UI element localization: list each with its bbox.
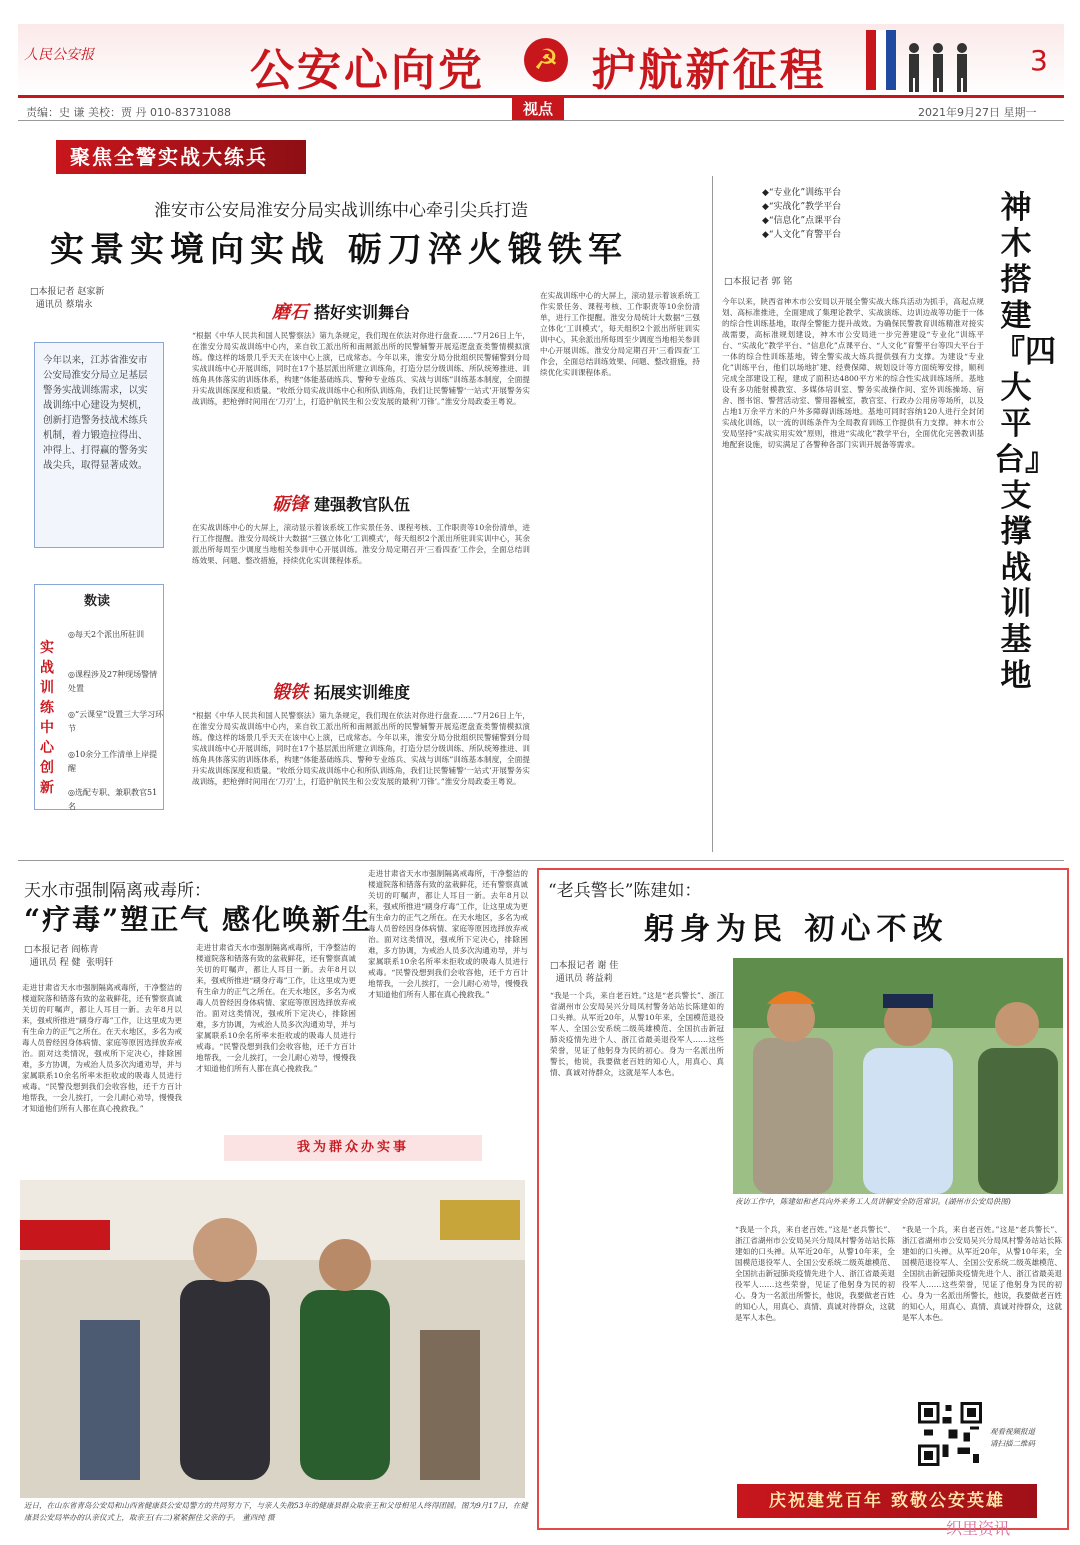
column-divider: [712, 176, 713, 852]
subhead-2: [272, 490, 410, 516]
subhead-1-text: 搭好实训舞台: [314, 303, 411, 322]
number-item: ◎选配专职、兼职教官51名: [68, 788, 158, 811]
article1-kicker: 淮安市公安局淮安分局实战训练中心牵引尖兵打造: [154, 201, 528, 221]
subhead-1: [272, 298, 410, 324]
party-emblem-icon: ☭: [524, 38, 568, 82]
article2-headline: 神木搭建『四大平台』支撑战训基地: [994, 190, 1056, 694]
issue-date: 2021年9月27日 星期一: [918, 106, 1037, 119]
subhead-3-icon: 锻铁: [272, 682, 308, 703]
banner-right: 护航新征程: [591, 45, 827, 96]
article4-body-2: “我是一个兵，来自老百姓。”这是“老兵警长”、浙江省湖州市公安局吴兴分局凤村警务站站长陈建如的口头禅。从军近20年，从警10年来，全国模范退役军人、全国公安系统二级英雄模范、全国抗击新冠肺炎疫情先进个人、浙江省最美退役军人……这些荣誉，见证了他躬身为民的初心。身为一名派出所警长，他说，我要做老百姓的知心人，用真心、真情、真诚对待群众，这就是军人本色。: [735, 1225, 895, 1322]
article4-headline: 躬身为民 初心不改: [644, 912, 949, 947]
masthead-rule: [18, 120, 1064, 121]
banner-left: 公安心向党: [250, 45, 485, 96]
platform-item: ◆“专业化”训练平台: [762, 188, 842, 198]
subhead-1-icon: 磨石: [272, 302, 308, 323]
newspaper-logo: 人民公安报: [24, 47, 94, 63]
number-item: ◎10余分工作清单上岸提醒: [68, 750, 158, 773]
article3-body-1: 走进甘肃省天水市强制隔离戒毒所，干净整洁的楼道院落和错落有致的盆栽鲜花，还有警察真诚关切的叮嘱声，都让人耳目一新。去年8月以来，强戒所推进“刷身疗毒”工作，让这里成为更有生命力的正气之所在。在天水地区，多名为戒毒人员曾经因身体病情、家庭等原因选择放弃戒治。面对这类情况，强戒所下定决心，排除困难，多方协调，为戒治人员多次沟通劝导，并与家属联系10余名所率未拒收或的吸毒人员进行戒毒。“民警没想到我们会收容他，还千方百计地帮我，一会儿挨打，一会儿耐心劝导，慢慢我才知道他们所有人都在真心挽救我。”: [22, 983, 182, 1113]
subhead-2-text: 建强教官队伍: [314, 495, 411, 514]
soldiers-icon: [900, 40, 980, 92]
article3-kicker: 天水市强制隔离戒毒所：: [24, 881, 211, 901]
article2-body: 今年以来，陕西省神木市公安局以开展全警实战大练兵活动为抓手，高起点规划、高标准推进，全面建成了集理论教学、实战演练、边训边战等功能于一体的综合性训练基地，取得全警能力提升战效。为确保民警教育训练精准对接实战需要，高标准规划建设，神木市公安局进一步完善建设“专业化”训练平台、“实战化”教学平台、“信息化”点课平台、“人文化”育警平台等四大平台于一体的综合性训练基地，铸全警实战大练兵提供强有力支撑。为建设“专业化”训练平台，他们以场地扩建、经费保障、规划设计等方面统筹安排，顺利完成全部建设工程，建成了面积达4800平方米的综合性实战训练场所。基地设有多功能射模教室、多媒体培训室、警务实战操作间、室外训练操场、宿舍、图书馆、警营活动室、警用器械室，教官室、行政办公用房等场所，以及占地1万余平方米的户外多障碍训练场地。基地可同时容纳120人进行全封闭实战化训练，以一流的训练条件为全局教育训练工作提供有力支撑。神木市公安局坚持“实战实用实效”原则，推进“实战化”教学平台，全面优化完善教训基地配套设施，切实满足了各警种各部门实训开展备等需求。: [722, 297, 984, 449]
article4-byline: □本报记者 谢 佳 通讯员 蒋益莉: [550, 961, 619, 984]
article4-kicker: “老兵警长”陈建如：: [548, 881, 702, 901]
article1-body-2: 在实战训练中心的大屏上，滚动显示着该系统工作实景任务、课程考核、工作职责等10余份清单，进行工作提醒。淮安分局统计大数据“三强立体化‘工训模式’，每天组织2个派出所驻训实训中心，其余派出所每周至少调度当地相关参训中心开展训练。淮安分局定期召开‘三看四查’工作会，全面总结训练效果、问题、整改措施，持续优化实训课程体系。: [192, 523, 530, 565]
platform-item: ◆“人文化”育警平台: [762, 230, 842, 240]
article1-headline: 实景实境向实战 砺刀淬火锻铁军: [50, 230, 628, 270]
subhead-3-text: 拓展实训维度: [314, 683, 411, 702]
reunion-caption: 近日，在山东省青岛公安局和山西省健康县公安局警方的共同努力下，与亲人失散53年的健康县群众取亲王和父母相见人终得团圆。图为9月17日，在健康县公安局举办的认亲仪式上，取亲王(右二)紧紧握住父亲的手。 董西纯 摄: [24, 1501, 528, 1522]
editor-info: 责编：史 谦 美校：贾 丹 010-83731088: [26, 106, 231, 119]
number-item: ◎每天2个派出所驻训: [68, 630, 145, 639]
numbers-title: 数读: [84, 594, 111, 609]
article1-intro-box: 今年以来，江苏省淮安市公安局淮安分局立足基层警务实战训练需求，以实战训练中心建设为契机，创新打造警务技战术练兵机制，着力锻造拉得出、冲得上、打得赢的警务实战尖兵，取得显著成效。: [34, 342, 164, 548]
section-divider: [18, 860, 1064, 861]
police-caption: 夜访工作中，陈建如和老兵向外来务工人员讲解安全防范常识。(湖州市公安局供图): [735, 1197, 1011, 1206]
article3-headline: “疗毒”塑正气 感化唤新生: [24, 903, 372, 936]
section-label: 视点: [512, 98, 564, 120]
subhead-2-icon: 砺锋: [272, 494, 308, 515]
subhead-3: [272, 678, 410, 704]
qr-code[interactable]: [918, 1402, 982, 1466]
number-item: ◎课程涉及27种现场警情处置: [68, 670, 158, 693]
numbers-vertical-title: 实战训练中心创新: [40, 640, 54, 796]
number-item: ◎“云课堂”设置三大学习环节: [68, 710, 164, 733]
article1-body-4: 在实战训练中心的大屏上，滚动显示着该系统工作实景任务、课程考核、工作职责等10余份清单，进行工作提醒。淮安分局统计大数据“三强立体化‘工训模式’，每天组织2个派出所驻训实训中心，其余派出所每周至少调度当地相关参训中心开展训练。淮安分局定期召开‘三看四查’工作会，全面总结训练效果、问题、整改措施，持续优化实训课程体系。: [540, 291, 700, 377]
tribute-band: 庆祝建党百年 致敬公安英雄: [737, 1484, 1037, 1518]
article1-body-3: “根据《中华人民共和国人民警察法》第九条规定，我们现在依法对你进行盘查……”7月26日上午，在淮安分局实战训练中心内，来自钦工派出所和南闸派出所的民警辅警开展巡逻盘查类警情模拟演练。像这样的场景几乎天天在该中心上演，已成常态。今年以来，淮安分局分批组织民警辅警到分局实战训练中心开展训练，同时在17个基层派出所建立训练角，打造分层分级训练、所队统筹推进、训练角具体落实的训练体系，构建“体能基础练兵、警种专业练兵、实战与训练”训练基本制度，全面提升实战训练深度和质量。“收纸分局实战训练中心和所队训练角，我们让民警辅警‘一站式’开展警务实战训练，把枪弹时间用在‘刀刃’上，打造护航民生和公安发展的最利‘刀锋’。”淮安分局政委王粤说。: [192, 711, 530, 786]
article4-body-3: “我是一个兵，来自老百姓。”这是“老兵警长”、浙江省湖州市公安局吴兴分局凤村警务站站长陈建如的口头禅。从军近20年，从警10年来，全国模范退役军人、全国公安系统二级英雄模范、全国抗击新冠肺炎疫情先进个人、浙江省最美退役军人……这些荣誉，见证了他躬身为民的初心。身为一名派出所警长，他说，我要做老百姓的知心人，用真心、真情、真诚对待群众，这就是军人本色。: [902, 1225, 1062, 1322]
platform-item: ◆“信息化”点课平台: [762, 216, 842, 226]
article4-body-1: “我是一个兵，来自老百姓。”这是“老兵警长”、浙江省湖州市公安局吴兴分局凤村警务站站长陈建如的口头禅。从军近20年，从警10年来，全国模范退役军人、全国公安系统二级英雄模范、全国抗击新冠肺炎疫情先进个人、浙江省最美退役军人……这些荣誉，见证了他躬身为民的初心。身为一名派出所警长，他说，我要做老百姓的知心人，用真心、真情、真诚对待群众，这就是军人本色。: [550, 991, 724, 1077]
article3-body-3: 走进甘肃省天水市强制隔离戒毒所，干净整洁的楼道院落和错落有致的盆栽鲜花，还有警察真诚关切的叮嘱声，都让人耳目一新。去年8月以来，强戒所推进“刷身疗毒”工作，让这里成为更有生命力的正气之所在。在天水地区，多名为戒毒人员曾经因身体病情、家庭等原因选择放弃戒治。面对这类情况，强戒所下定决心，排除困难，多方协调，为戒治人员多次沟通劝导，并与家属联系10余名所率未拒收或的吸毒人员进行戒毒。“民警没想到我们会收容他，还千方百计地帮我，一会儿挨打，一会儿耐心劝导，慢慢我才知道他们所有人都在真心挽救我。”: [368, 869, 528, 999]
article3-body-2: 走进甘肃省天水市强制隔离戒毒所，干净整洁的楼道院落和错落有致的盆栽鲜花，还有警察真诚关切的叮嘱声，都让人耳目一新。去年8月以来，强戒所推进“刷身疗毒”工作，让这里成为更有生命力的正气之所在。在天水地区，多名为戒毒人员曾经因身体病情、家庭等原因选择放弃戒治。面对这类情况，强戒所下定决心，排除困难，多方协调，为戒治人员多次沟通劝导，并与家属联系10余名所率未拒收或的吸毒人员进行戒毒。“民警没想到我们会收容他，还千方百计地帮我，一会儿挨打，一会儿耐心劝导，慢慢我才知道他们所有人都在真心挽救我。”: [196, 943, 356, 1073]
article1-byline: □本报记者 赵家新 通讯员 蔡瑞永: [30, 287, 105, 310]
service-band: 我为群众办实事: [224, 1135, 482, 1161]
police-photo: [733, 958, 1063, 1194]
flag-icon: [866, 30, 896, 90]
reunion-photo: [20, 1180, 525, 1498]
platform-list: [762, 186, 922, 254]
qr-caption: 观看视频报道 请扫描二维码: [990, 1427, 1035, 1448]
article1-body-1: “根据《中华人民共和国人民警察法》第九条规定，我们现在依法对你进行盘查……”7月26日上午，在淮安分局实战训练中心内，来自钦工派出所和南闸派出所的民警辅警开展巡逻盘查类警情模拟演练。像这样的场景几乎天天在该中心上演，已成常态。今年以来，淮安分局分批组织民警辅警到分局实战训练中心开展训练，同时在17个基层派出所建立训练角，打造分层分级训练、所队统筹推进、训练角具体落实的训练体系，构建“体能基础练兵、警种专业练兵、实战与训练”训练基本制度，全面提升实战训练深度和质量。“收纸分局实战训练中心和所队训练角，我们让民警辅警‘一站式’开展警务实战训练，把枪弹时间用在‘刀刃’上，打造护航民生和公安发展的最利‘刀锋’。”淮安分局政委王粤说。: [192, 331, 530, 406]
section-tag: 聚焦全警实战大练兵: [56, 140, 306, 174]
article3-byline: □本报记者 阎栋青 通讯员 程 健 张明轩: [24, 945, 114, 968]
platform-item: ◆“实战化”教学平台: [762, 202, 842, 212]
page-number: 3: [1030, 44, 1048, 77]
article2-byline: □本报记者 郭 铭: [724, 277, 793, 287]
watermark: 织里资讯: [946, 1519, 1011, 1538]
